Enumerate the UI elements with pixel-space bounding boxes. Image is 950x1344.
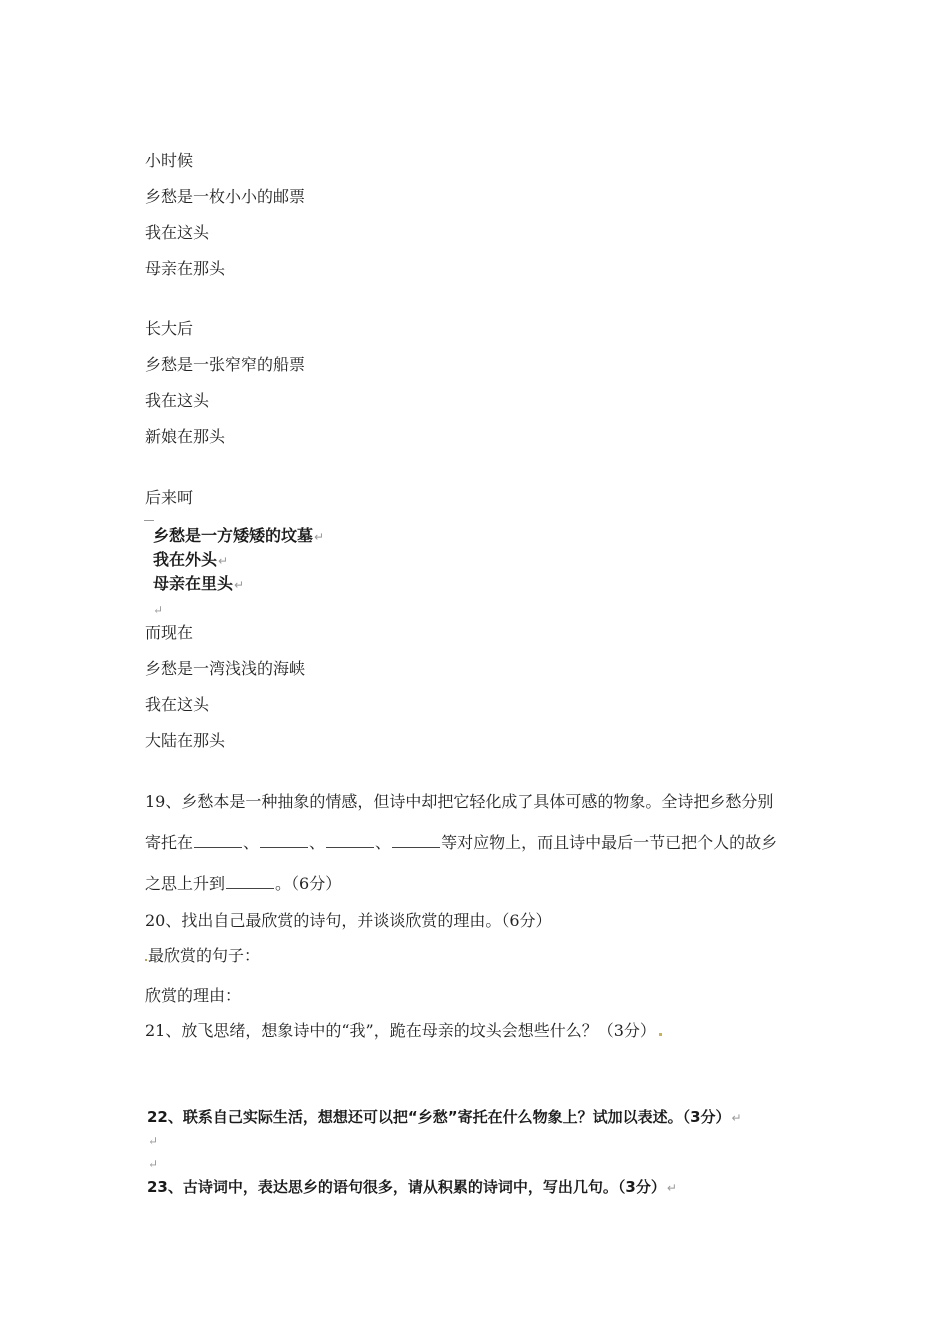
- answer-blank[interactable]: [326, 835, 374, 848]
- poem-line-scanned: [153, 526, 324, 547]
- question-20-reason-prompt: 欣赏的理由：: [145, 986, 242, 1005]
- question-19-line-3: [145, 874, 341, 894]
- paragraph-mark-icon: ↵: [148, 1157, 159, 1171]
- poem-line: 我在这头: [145, 223, 210, 242]
- paragraph-mark-icon: ↵: [218, 554, 229, 568]
- speck-mark: [659, 1033, 662, 1036]
- question-19-text: 等对应物上，而且诗中最后一节已把个人的故乡: [441, 833, 778, 852]
- question-19-line-1: 19、乡愁本是一种抽象的情感，但诗中却把它轻化成了具体可感的物象。全诗把乡愁分别: [145, 792, 774, 811]
- poem-line: 长大后: [145, 319, 194, 338]
- question-20: 20、找出自己最欣赏的诗句，并谈谈欣赏的理由。（6分）: [145, 911, 552, 930]
- paragraph-mark-icon: ↵: [666, 1181, 677, 1195]
- poem-line-text: 我在外头: [153, 550, 218, 569]
- poem-line-scanned: [153, 550, 228, 571]
- poem-line-text: 母亲在里头: [153, 574, 234, 593]
- poem-line: 我在这头: [145, 695, 210, 714]
- poem-line: 我在这头: [145, 391, 210, 410]
- answer-blank[interactable]: [226, 876, 274, 889]
- question-21: [145, 1021, 662, 1041]
- poem-line: 母亲在那头: [145, 259, 226, 278]
- poem-line: 乡愁是一湾浅浅的海峡: [145, 659, 306, 678]
- poem-line: 乡愁是一枚小小的邮票: [145, 187, 306, 206]
- poem-line: 而现在: [145, 623, 194, 642]
- prompt-text: 最欣赏的句子：: [148, 946, 261, 965]
- paragraph-mark-icon: ↵: [148, 1134, 159, 1148]
- section-tick: [144, 520, 154, 521]
- question-23: [147, 1177, 677, 1198]
- question-21-text: 21、放飞思绪，想象诗中的“我”，跪在母亲的坟头会想些什么？（3分）: [145, 1021, 656, 1040]
- question-19-text: 寄托在: [145, 833, 194, 852]
- separator: 、: [309, 833, 326, 852]
- question-20-sentence-prompt: [145, 946, 260, 966]
- question-19-text: 之思上升到: [145, 874, 226, 893]
- answer-blank[interactable]: [260, 835, 308, 848]
- poem-line: 小时候: [145, 151, 194, 170]
- answer-blank[interactable]: [194, 835, 242, 848]
- question-22-text: 22、联系自己实际生活，想想还可以把“乡愁”寄托在什么物象上？试加以表述。（3分）: [147, 1108, 731, 1126]
- paragraph-mark-icon: ↵: [234, 578, 245, 592]
- question-23-text: 23、古诗词中，表达思乡的语句很多，请从积累的诗词中，写出几句。（3分）: [147, 1178, 666, 1196]
- poem-line: 大陆在那头: [145, 731, 226, 750]
- question-19-line-2: [145, 833, 777, 853]
- answer-blank[interactable]: [392, 835, 440, 848]
- poem-line: 后来呵: [145, 488, 194, 507]
- separator: 、: [375, 833, 392, 852]
- question-19-points: 。（6分）: [275, 874, 342, 893]
- speck-mark: [145, 959, 147, 961]
- question-22: [147, 1107, 742, 1128]
- separator: 、: [243, 833, 260, 852]
- poem-line: 新娘在那头: [145, 427, 226, 446]
- poem-line: 乡愁是一张窄窄的船票: [145, 355, 306, 374]
- poem-line-text: 乡愁是一方矮矮的坟墓: [153, 526, 314, 545]
- paragraph-mark-icon: ↵: [731, 1111, 742, 1125]
- paragraph-mark-icon: ↵: [153, 603, 164, 617]
- poem-line-scanned: [153, 574, 244, 595]
- paragraph-mark-icon: ↵: [314, 530, 325, 544]
